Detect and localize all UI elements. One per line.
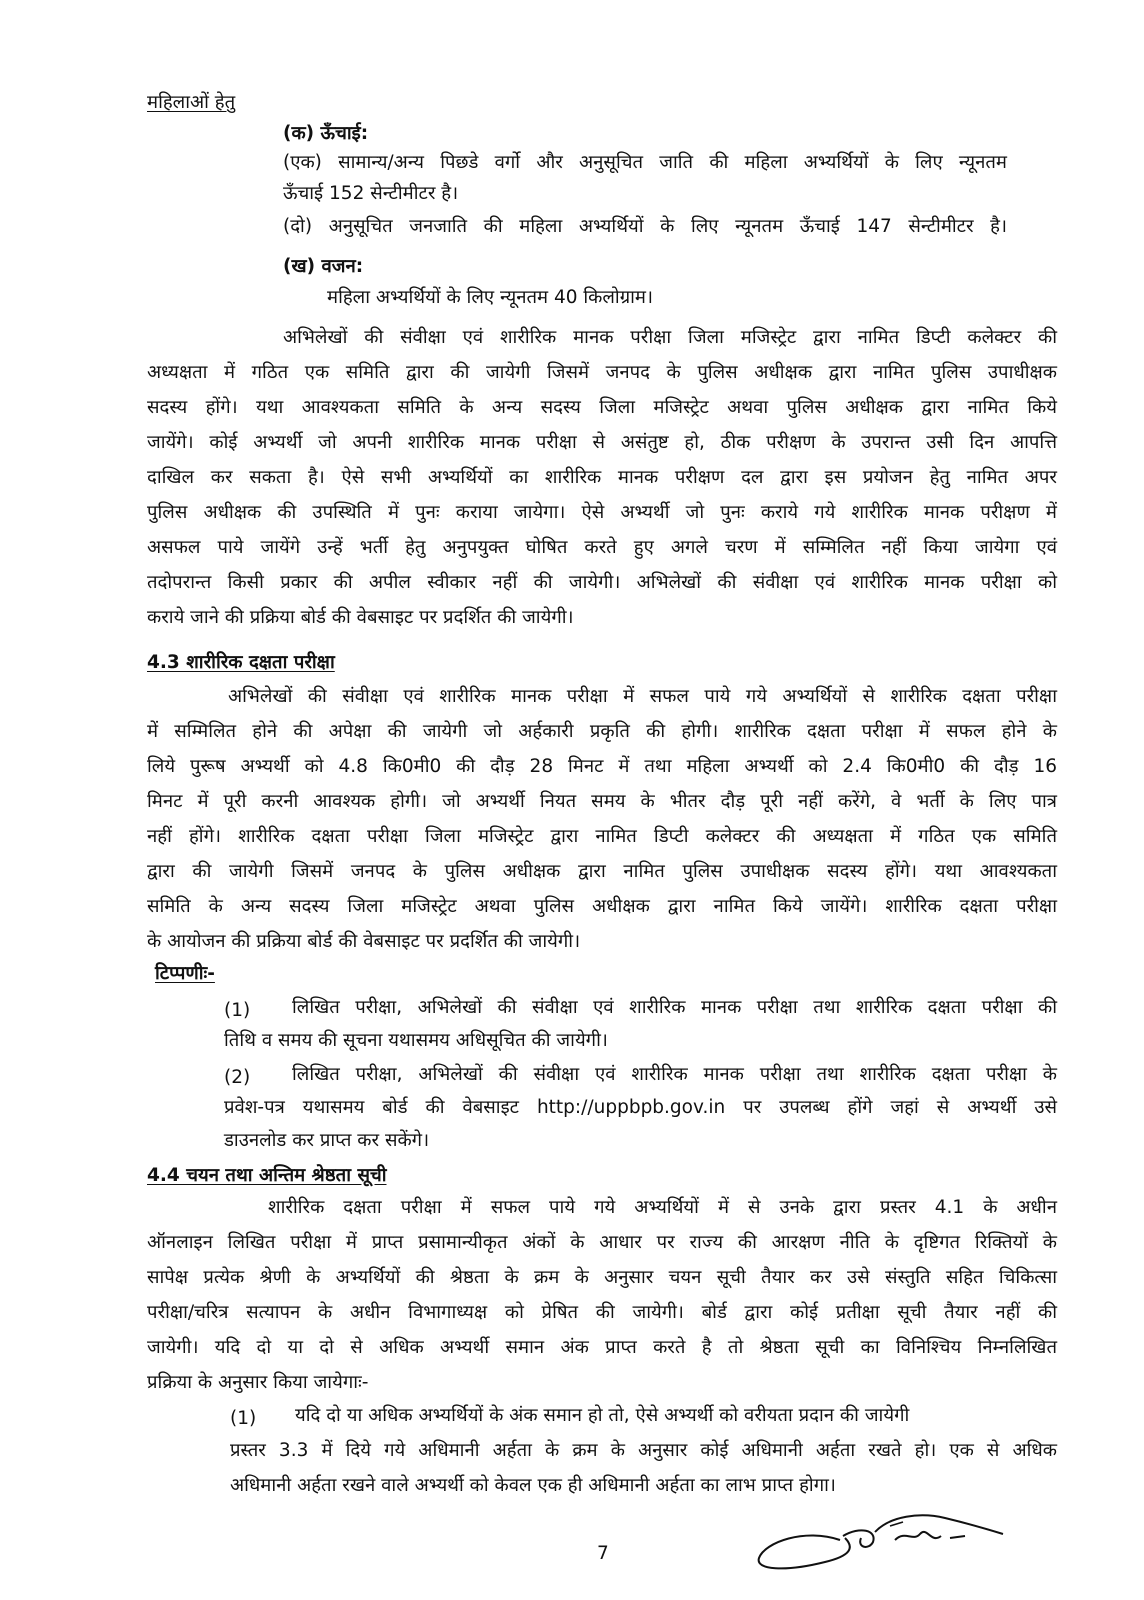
item-1-line2: प्रस्तर 3.3 में दिये गये अधिमानी अर्हता के क्रम के अनुसार कोई अधिमानी अर्हता रखते हो। एक से अधिक xyxy=(230,1440,1057,1461)
section-4-4-line: ऑनलाइन लिखित परीक्षा में प्राप्त प्रसामान्यीकृत अंकों के आधार पर राज्य की आरक्षण नीति के दृष्टिगत रिक्तियों के xyxy=(147,1232,1057,1253)
section-4-3-line: के आयोजन की प्रक्रिया बोर्ड की वेबसाइट पर प्रदर्शित की जायेगी। xyxy=(147,931,581,952)
section-4-3-line: द्वारा की जायेगी जिसमें जनपद के पुलिस अधीक्षक द्वारा नामित पुलिस उपाधीक्षक सदस्य होंगे। यथा आवश्यकता xyxy=(147,861,1057,882)
note-2-line2: प्रवेश-पत्र यथासमय बोर्ड की वेबसाइट http://uppbpb.gov.in पर उपलब्ध होंगे जहां से अभ्यर्थी उसे xyxy=(224,1097,1057,1118)
section-4-3-heading: 4.3 शारीरिक दक्षता परीक्षा xyxy=(147,652,335,673)
note-2-number: (2) xyxy=(224,1067,251,1088)
records-para-line: कराये जाने की प्रक्रिया बोर्ड की वेबसाइट पर प्रदर्शित की जायेगी। xyxy=(147,607,574,628)
height-rule-1-line1: (एक) सामान्य/अन्य पिछडे वर्गो और अनुसूचित जाति की महिला अभ्यर्थियों के लिए न्यूनतम xyxy=(283,152,1007,173)
section-4-3-line: मिनट में पूरी करनी आवश्यक होगी। जो अभ्यर्थी नियत समय के भीतर दौड़ पूरी नहीं करेंगे, वे भर्ती के लिए पात्र xyxy=(147,791,1057,812)
height-title: (क) ऊँचाई: xyxy=(283,123,369,144)
records-para-line: अध्यक्षता में गठित एक समिति द्वारा की जायेगी जिसमें जनपद के पुलिस अधीक्षक द्वारा नामित पुलिस उपाधीक्षक xyxy=(147,362,1057,383)
section-4-3-line: में सम्मिलित होने की अपेक्षा की जायेगी जो अर्हकारी प्रकृति की होगी। शारीरिक दक्षता परीक्षा में सफल होने के xyxy=(147,721,1057,742)
item-1-line1: यदि दो या अधिक अभ्यर्थियों के अंक समान हो तो, ऐसे अभ्यर्थी को वरीयता प्रदान की जायेगी xyxy=(295,1405,910,1426)
note-2-line1: लिखित परीक्षा, अभिलेखों की संवीक्षा एवं शारीरिक मानक परीक्षा तथा शारीरिक दक्षता परीक्षा के xyxy=(292,1064,1057,1085)
section-4-4-line: शारीरिक दक्षता परीक्षा में सफल पाये गये अभ्यर्थियों में से उनके द्वारा प्रस्तर 4.1 के अधीन xyxy=(268,1197,1057,1218)
page-number: 7 xyxy=(597,1543,609,1564)
section-4-3-line: नहीं होंगे। शारीरिक दक्षता परीक्षा जिला मजिस्ट्रेट द्वारा नामित डिप्टी कलेक्टर की अध्यक्षता में गठित एक समिति xyxy=(147,826,1057,847)
section-4-3-line: अभिलेखों की संवीक्षा एवं शारीरिक मानक परीक्षा में सफल पाये गये अभ्यर्थियों से शारीरिक दक्षता परीक्षा xyxy=(228,686,1057,707)
note-1-number: (1) xyxy=(224,1000,251,1021)
records-para-line: तदोपरान्त किसी प्रकार की अपील स्वीकार नहीं की जायेगी। अभिलेखों की संवीक्षा एवं शारीरिक मानक परीक्षा को xyxy=(147,572,1057,593)
signature-icon xyxy=(745,1490,1015,1580)
note-1-line2: तिथि व समय की सूचना यथासमय अधिसूचित की जायेगी। xyxy=(224,1030,608,1051)
section-4-3-line: लिये पुरूष अभ्यर्थी को 4.8 कि0मी0 की दौड़ 28 मिनट में तथा महिला अभ्यर्थी को 2.4 कि0मी0 की दौड़ 16 xyxy=(147,756,1057,777)
weight-text: महिला अभ्यर्थियों के लिए न्यूनतम 40 किलोग्राम। xyxy=(327,287,654,308)
women-heading: महिलाओं हेतु xyxy=(147,92,236,113)
section-4-4-heading: 4.4 चयन तथा अन्तिम श्रेष्ठता सूची xyxy=(147,1165,387,1186)
section-4-3-line: समिति के अन्य सदस्य जिला मजिस्ट्रेट अथवा पुलिस अधीक्षक द्वारा नामित किये जायेंगे। शारीरिक दक्षता परीक्षा xyxy=(147,896,1057,917)
height-rule-2: (दो) अनुसूचित जनजाति की महिला अभ्यर्थियों के लिए न्यूनतम ऊँचाई 147 सेन्टीमीटर है। xyxy=(283,216,1007,237)
notes-heading: टिप्पणीः- xyxy=(155,963,215,984)
section-4-4-line: परीक्षा/चरित्र सत्यापन के अधीन विभागाध्यक्ष को प्रेषित की जायेगी। बोर्ड द्वारा कोई प्रतीक्षा सूची तैयार नहीं की xyxy=(147,1302,1057,1323)
records-para-line: पुलिस अधीक्षक की उपस्थिति में पुनः कराया जायेगा। ऐसे अभ्यर्थी जो पुनः कराये गये शारीरिक मानक परीक्षण में xyxy=(147,502,1057,523)
weight-title: (ख) वजन: xyxy=(283,256,364,277)
item-1-number: (1) xyxy=(230,1408,257,1429)
section-4-4-line: जायेगी। यदि दो या दो से अधिक अभ्यर्थी समान अंक प्राप्त करते है तो श्रेष्ठता सूची का विनिश्चिय निम्नलिखित xyxy=(147,1337,1057,1358)
item-1-line3: अधिमानी अर्हता रखने वाले अभ्यर्थी को केवल एक ही अधिमानी अर्हता का लाभ प्राप्त होगा। xyxy=(230,1475,836,1496)
height-rule-1-line2: ऊँचाई 152 सेन्टीमीटर है। xyxy=(283,183,459,204)
records-para-line: अभिलेखों की संवीक्षा एवं शारीरिक मानक परीक्षा जिला मजिस्ट्रेट द्वारा नामित डिप्टी कलेक्टर की xyxy=(283,327,1057,348)
note-2-line3: डाउनलोड कर प्राप्त कर सकेंगे। xyxy=(224,1130,430,1151)
records-para-line: दाखिल कर सकता है। ऐसे सभी अभ्यर्थियों का शारीरिक मानक परीक्षण दल द्वारा इस प्रयोजन हेतु नामित अपर xyxy=(147,467,1057,488)
section-4-4-line: प्रक्रिया के अनुसार किया जायेगाः- xyxy=(147,1372,369,1393)
section-4-4-line: सापेक्ष प्रत्येक श्रेणी के अभ्यर्थियों की श्रेष्ठता के क्रम के अनुसार चयन सूची तैयार कर उसे संस्तुति सहित चिकित्सा xyxy=(147,1267,1057,1288)
records-para-line: जायेंगे। कोई अभ्यर्थी जो अपनी शारीरिक मानक परीक्षा से असंतुष्ट हो, ठीक परीक्षण के उपरान्त उसी दिन आपत्ति xyxy=(147,432,1057,453)
records-para-line: असफल पाये जायेंगे उन्हें भर्ती हेतु अनुपयुक्त घोषित करते हुए अगले चरण में सम्मिलित नहीं किया जायेगा एवं xyxy=(147,537,1057,558)
note-1-line1: लिखित परीक्षा, अभिलेखों की संवीक्षा एवं शारीरिक मानक परीक्षा तथा शारीरिक दक्षता परीक्षा की xyxy=(292,997,1057,1018)
records-para-line: सदस्य होंगे। यथा आवश्यकता समिति के अन्य सदस्य जिला मजिस्ट्रेट अथवा पुलिस अधीक्षक द्वारा नामित किये xyxy=(147,397,1057,418)
